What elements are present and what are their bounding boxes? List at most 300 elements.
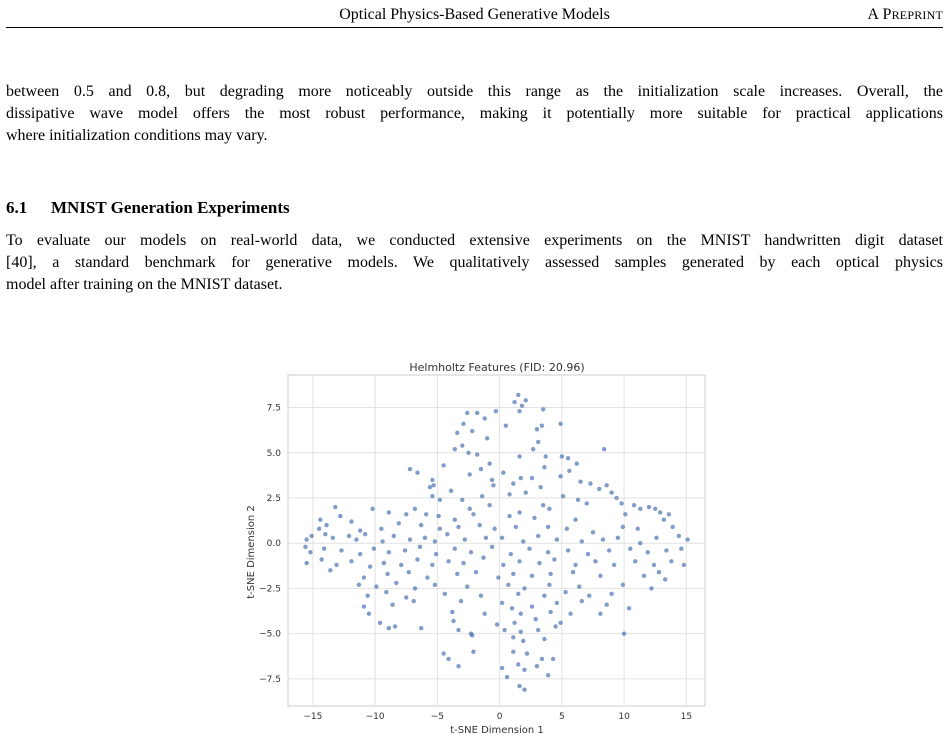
data-point bbox=[532, 516, 536, 520]
data-point bbox=[412, 599, 416, 603]
data-point bbox=[567, 469, 571, 473]
data-point bbox=[516, 592, 520, 596]
section-line-2: [40], a standard benchmark for generative models. We qualitatively assessed samples generated by each optical physics bbox=[6, 254, 943, 271]
data-point bbox=[565, 527, 569, 531]
data-point bbox=[468, 472, 472, 476]
data-point bbox=[456, 525, 460, 529]
data-point bbox=[485, 436, 489, 440]
data-point bbox=[534, 617, 538, 621]
data-point bbox=[461, 561, 465, 565]
data-point bbox=[566, 456, 570, 460]
data-point bbox=[511, 650, 515, 654]
y-tick-label: 5.0 bbox=[266, 448, 281, 459]
data-point bbox=[566, 548, 570, 552]
data-point bbox=[480, 494, 484, 498]
data-point bbox=[669, 559, 673, 563]
data-point bbox=[616, 536, 620, 540]
y-tick-label: 2.5 bbox=[266, 493, 281, 504]
data-point bbox=[511, 481, 515, 485]
data-point bbox=[558, 474, 562, 478]
data-point bbox=[588, 481, 592, 485]
data-point bbox=[540, 657, 544, 661]
data-point bbox=[433, 583, 437, 587]
data-point bbox=[540, 423, 544, 427]
data-point bbox=[517, 684, 521, 688]
data-point bbox=[368, 565, 372, 569]
data-point bbox=[494, 409, 498, 413]
data-point bbox=[519, 630, 523, 634]
data-point bbox=[578, 480, 582, 484]
section-line-1: To evaluate our models on real-world data, we conducted extensive experiments on the MNIST handwritten digit dataset bbox=[6, 232, 943, 249]
data-point bbox=[487, 461, 491, 465]
data-point bbox=[379, 527, 383, 531]
data-point bbox=[527, 546, 531, 550]
data-point bbox=[453, 546, 457, 550]
data-point bbox=[548, 572, 552, 576]
data-point bbox=[446, 559, 450, 563]
data-point bbox=[304, 561, 308, 565]
data-point bbox=[517, 409, 521, 413]
data-point bbox=[587, 593, 591, 597]
data-point bbox=[413, 507, 417, 511]
data-point bbox=[580, 539, 584, 543]
data-point bbox=[500, 536, 504, 540]
data-point bbox=[517, 510, 521, 514]
data-point bbox=[441, 651, 445, 655]
data-point bbox=[504, 423, 508, 427]
data-point bbox=[522, 668, 526, 672]
data-point bbox=[475, 411, 479, 415]
data-point bbox=[573, 563, 577, 567]
data-point bbox=[623, 512, 627, 516]
data-point bbox=[607, 548, 611, 552]
data-point bbox=[470, 429, 474, 433]
data-point bbox=[358, 528, 362, 532]
data-point bbox=[465, 411, 469, 415]
data-point bbox=[399, 563, 403, 567]
data-point bbox=[537, 561, 541, 565]
data-point bbox=[636, 527, 640, 531]
data-point bbox=[506, 583, 510, 587]
data-point bbox=[552, 557, 556, 561]
data-point bbox=[378, 621, 382, 625]
data-point bbox=[362, 575, 366, 579]
y-tick-label: −5.0 bbox=[259, 629, 281, 640]
data-point bbox=[358, 552, 362, 556]
data-point bbox=[362, 604, 366, 608]
data-point bbox=[482, 612, 486, 616]
data-point bbox=[609, 490, 613, 494]
data-point bbox=[543, 454, 547, 458]
preprint-label-rest: REPRINT bbox=[891, 8, 943, 22]
data-point bbox=[521, 539, 525, 543]
data-point bbox=[460, 443, 464, 447]
data-point bbox=[387, 550, 391, 554]
data-point bbox=[524, 490, 528, 494]
section-paragraph bbox=[6, 230, 943, 296]
data-point bbox=[438, 527, 442, 531]
data-point bbox=[374, 584, 378, 588]
data-point bbox=[542, 593, 546, 597]
data-point bbox=[517, 454, 521, 458]
data-point bbox=[542, 637, 546, 641]
data-point bbox=[408, 467, 412, 471]
chart-title: Helmholtz Features (FID: 20.96) bbox=[409, 361, 585, 374]
x-axis-ticks bbox=[303, 712, 692, 722]
data-point bbox=[415, 470, 419, 474]
section-title: MNIST Generation Experiments bbox=[51, 198, 290, 217]
data-point bbox=[484, 536, 488, 540]
data-point bbox=[404, 595, 408, 599]
data-point bbox=[487, 503, 491, 507]
data-point bbox=[390, 603, 394, 607]
data-point bbox=[430, 478, 434, 482]
data-point bbox=[453, 447, 457, 451]
data-point bbox=[536, 440, 540, 444]
y-tick-label: −7.5 bbox=[259, 674, 281, 685]
data-point bbox=[384, 590, 388, 594]
data-point bbox=[586, 552, 590, 556]
data-point bbox=[509, 552, 513, 556]
data-point bbox=[679, 546, 683, 550]
data-point bbox=[490, 478, 494, 482]
x-tick-label: −15 bbox=[303, 712, 323, 722]
data-point bbox=[349, 519, 353, 523]
data-point bbox=[419, 626, 423, 630]
y-tick-label: −2.5 bbox=[259, 584, 281, 595]
x-tick-label: 15 bbox=[680, 712, 693, 722]
data-point bbox=[428, 485, 432, 489]
y-axis-ticks bbox=[259, 404, 281, 685]
data-point bbox=[546, 673, 550, 677]
data-point bbox=[585, 501, 589, 505]
data-point bbox=[507, 514, 511, 518]
data-point bbox=[558, 621, 562, 625]
data-point bbox=[339, 548, 343, 552]
data-point bbox=[649, 586, 653, 590]
data-point bbox=[502, 628, 506, 632]
data-point bbox=[387, 626, 391, 630]
data-point bbox=[469, 550, 473, 554]
data-point bbox=[642, 574, 646, 578]
data-point bbox=[328, 568, 332, 572]
data-point bbox=[468, 507, 472, 511]
data-point bbox=[548, 610, 552, 614]
data-point bbox=[511, 635, 515, 639]
data-point bbox=[667, 512, 671, 516]
x-tick-label: 0 bbox=[496, 712, 503, 722]
data-point bbox=[456, 628, 460, 632]
data-point bbox=[394, 581, 398, 585]
preprint-label bbox=[867, 6, 943, 24]
data-point bbox=[568, 612, 572, 616]
data-point bbox=[662, 517, 666, 521]
data-point bbox=[670, 525, 674, 529]
data-point bbox=[522, 586, 526, 590]
running-header bbox=[0, 0, 949, 28]
data-point bbox=[403, 548, 407, 552]
intro-line-3: where initialization conditions may vary. bbox=[6, 127, 268, 144]
data-point bbox=[560, 454, 564, 458]
data-point bbox=[654, 536, 658, 540]
section-line-3: model after training on the MNIST dataset. bbox=[6, 276, 283, 293]
tsne-figure bbox=[230, 354, 730, 739]
data-point bbox=[397, 521, 401, 525]
data-point bbox=[491, 483, 495, 487]
data-point bbox=[511, 572, 515, 576]
data-point bbox=[510, 606, 514, 610]
data-point bbox=[461, 422, 465, 426]
data-point bbox=[418, 545, 422, 549]
tsne-scatter-plot bbox=[230, 354, 730, 739]
data-point bbox=[407, 570, 411, 574]
data-point bbox=[387, 510, 391, 514]
data-point bbox=[349, 559, 353, 563]
data-point bbox=[561, 494, 565, 498]
data-point bbox=[333, 505, 337, 509]
x-axis-label: t-SNE Dimension 1 bbox=[450, 725, 544, 736]
data-point bbox=[309, 534, 313, 538]
data-point bbox=[604, 603, 608, 607]
data-point bbox=[347, 534, 351, 538]
data-point bbox=[593, 559, 597, 563]
data-point bbox=[404, 512, 408, 516]
data-point bbox=[597, 487, 601, 491]
data-point bbox=[463, 537, 467, 541]
data-point bbox=[512, 621, 516, 625]
data-point bbox=[531, 447, 535, 451]
data-point bbox=[512, 400, 516, 404]
data-point bbox=[541, 407, 545, 411]
data-point bbox=[535, 427, 539, 431]
data-point bbox=[430, 494, 434, 498]
data-point bbox=[419, 523, 423, 527]
data-point bbox=[331, 536, 335, 540]
data-point bbox=[449, 489, 453, 493]
data-point bbox=[370, 507, 374, 511]
data-point bbox=[319, 557, 323, 561]
data-point bbox=[591, 530, 595, 534]
data-point bbox=[436, 514, 440, 518]
section-number: 6.1 bbox=[6, 198, 28, 217]
data-point bbox=[471, 512, 475, 516]
data-point bbox=[466, 451, 470, 455]
data-point bbox=[338, 514, 342, 518]
data-point bbox=[308, 550, 312, 554]
data-point bbox=[580, 599, 584, 603]
data-point bbox=[477, 523, 481, 527]
data-point bbox=[619, 501, 623, 505]
data-point bbox=[524, 398, 528, 402]
data-point bbox=[479, 593, 483, 597]
data-point bbox=[530, 476, 534, 480]
data-point bbox=[471, 650, 475, 654]
data-point bbox=[514, 525, 518, 529]
header-rule bbox=[6, 27, 943, 28]
data-point bbox=[365, 593, 369, 597]
data-point bbox=[507, 492, 511, 496]
data-point bbox=[555, 601, 559, 605]
data-point bbox=[481, 555, 485, 559]
data-point bbox=[604, 483, 608, 487]
plot-area bbox=[288, 375, 705, 706]
data-point bbox=[363, 532, 367, 536]
data-point bbox=[385, 572, 389, 576]
x-tick-label: −5 bbox=[430, 712, 445, 722]
data-point bbox=[575, 461, 579, 465]
data-point bbox=[653, 507, 657, 511]
data-point bbox=[553, 624, 557, 628]
intro-paragraph bbox=[6, 81, 943, 147]
data-point bbox=[408, 537, 412, 541]
data-point bbox=[555, 537, 559, 541]
preprint-label-initial: A P bbox=[867, 6, 892, 23]
data-point bbox=[450, 610, 454, 614]
data-point bbox=[423, 536, 427, 540]
data-point bbox=[303, 545, 307, 549]
data-point bbox=[318, 517, 322, 521]
data-point bbox=[441, 463, 445, 467]
data-point bbox=[460, 498, 464, 502]
data-point bbox=[535, 664, 539, 668]
data-point bbox=[519, 612, 523, 616]
y-tick-label: 7.5 bbox=[266, 403, 281, 414]
data-point bbox=[465, 584, 469, 588]
data-point bbox=[536, 628, 540, 632]
data-point bbox=[621, 525, 625, 529]
data-point bbox=[470, 633, 474, 637]
data-point bbox=[551, 657, 555, 661]
data-point bbox=[573, 517, 577, 521]
data-point bbox=[602, 447, 606, 451]
data-point bbox=[424, 512, 428, 516]
data-point bbox=[609, 592, 613, 596]
data-point bbox=[522, 688, 526, 692]
data-point bbox=[621, 583, 625, 587]
data-point bbox=[317, 527, 321, 531]
data-point bbox=[517, 559, 521, 563]
data-point bbox=[367, 612, 371, 616]
y-axis-label: t-SNE Dimension 2 bbox=[246, 505, 257, 599]
data-point bbox=[657, 570, 661, 574]
section-heading bbox=[6, 198, 290, 218]
data-point bbox=[538, 485, 542, 489]
data-point bbox=[546, 550, 550, 554]
data-point bbox=[501, 563, 505, 567]
data-point bbox=[627, 606, 631, 610]
data-point bbox=[601, 537, 605, 541]
data-point bbox=[392, 534, 396, 538]
data-point bbox=[685, 537, 689, 541]
data-point bbox=[492, 527, 496, 531]
intro-line-2: dissipative wave model offers the most robust performance, making it potentially more suitable for practical applications bbox=[6, 105, 943, 122]
data-point bbox=[430, 563, 434, 567]
data-point bbox=[455, 572, 459, 576]
data-point bbox=[647, 505, 651, 509]
data-point bbox=[474, 570, 478, 574]
data-point bbox=[413, 586, 417, 590]
data-point bbox=[638, 541, 642, 545]
data-point bbox=[500, 601, 504, 605]
data-point bbox=[451, 619, 455, 623]
data-point bbox=[334, 563, 338, 567]
data-point bbox=[638, 507, 642, 511]
data-point bbox=[425, 575, 429, 579]
data-point bbox=[357, 583, 361, 587]
data-point bbox=[632, 503, 636, 507]
running-title: Optical Physics-Based Generative Models bbox=[339, 6, 610, 23]
data-point bbox=[546, 525, 550, 529]
y-tick-label: 0.0 bbox=[266, 539, 281, 550]
data-point bbox=[547, 583, 551, 587]
data-point bbox=[495, 622, 499, 626]
x-tick-label: 10 bbox=[618, 712, 630, 722]
data-point bbox=[479, 467, 483, 471]
data-point bbox=[354, 537, 358, 541]
data-point bbox=[453, 517, 457, 521]
x-tick-label: 5 bbox=[558, 712, 565, 722]
data-point bbox=[382, 561, 386, 565]
data-point bbox=[520, 404, 524, 408]
data-point bbox=[576, 498, 580, 502]
data-point bbox=[516, 662, 520, 666]
data-point bbox=[431, 483, 435, 487]
data-point bbox=[633, 559, 637, 563]
data-point bbox=[445, 532, 449, 536]
data-point bbox=[415, 557, 419, 561]
data-point bbox=[455, 431, 459, 435]
data-point bbox=[541, 503, 545, 507]
data-point bbox=[304, 537, 308, 541]
data-point bbox=[614, 496, 618, 500]
data-point bbox=[677, 534, 681, 538]
data-point bbox=[558, 422, 562, 426]
data-point bbox=[380, 539, 384, 543]
data-point bbox=[393, 624, 397, 628]
data-point bbox=[501, 470, 505, 474]
data-point bbox=[652, 563, 656, 567]
data-point bbox=[372, 546, 376, 550]
data-point bbox=[446, 657, 450, 661]
data-point bbox=[530, 604, 534, 608]
data-point bbox=[663, 577, 667, 581]
data-point bbox=[628, 546, 632, 550]
data-point bbox=[434, 552, 438, 556]
data-point bbox=[443, 592, 447, 596]
data-point bbox=[482, 416, 486, 420]
data-point bbox=[521, 639, 525, 643]
data-point bbox=[622, 631, 626, 635]
data-point bbox=[322, 546, 326, 550]
data-point bbox=[598, 574, 602, 578]
data-point bbox=[598, 612, 602, 616]
data-point bbox=[664, 548, 668, 552]
data-point bbox=[496, 575, 500, 579]
data-point bbox=[612, 563, 616, 567]
x-tick-label: −10 bbox=[365, 712, 385, 722]
data-point bbox=[563, 590, 567, 594]
data-point bbox=[519, 476, 523, 480]
data-point bbox=[323, 532, 327, 536]
data-point bbox=[433, 539, 437, 543]
data-point bbox=[577, 584, 581, 588]
data-point bbox=[490, 545, 494, 549]
data-point bbox=[500, 666, 504, 670]
data-point bbox=[542, 465, 546, 469]
data-point bbox=[324, 523, 328, 527]
data-point bbox=[516, 393, 520, 397]
data-point bbox=[459, 599, 463, 603]
